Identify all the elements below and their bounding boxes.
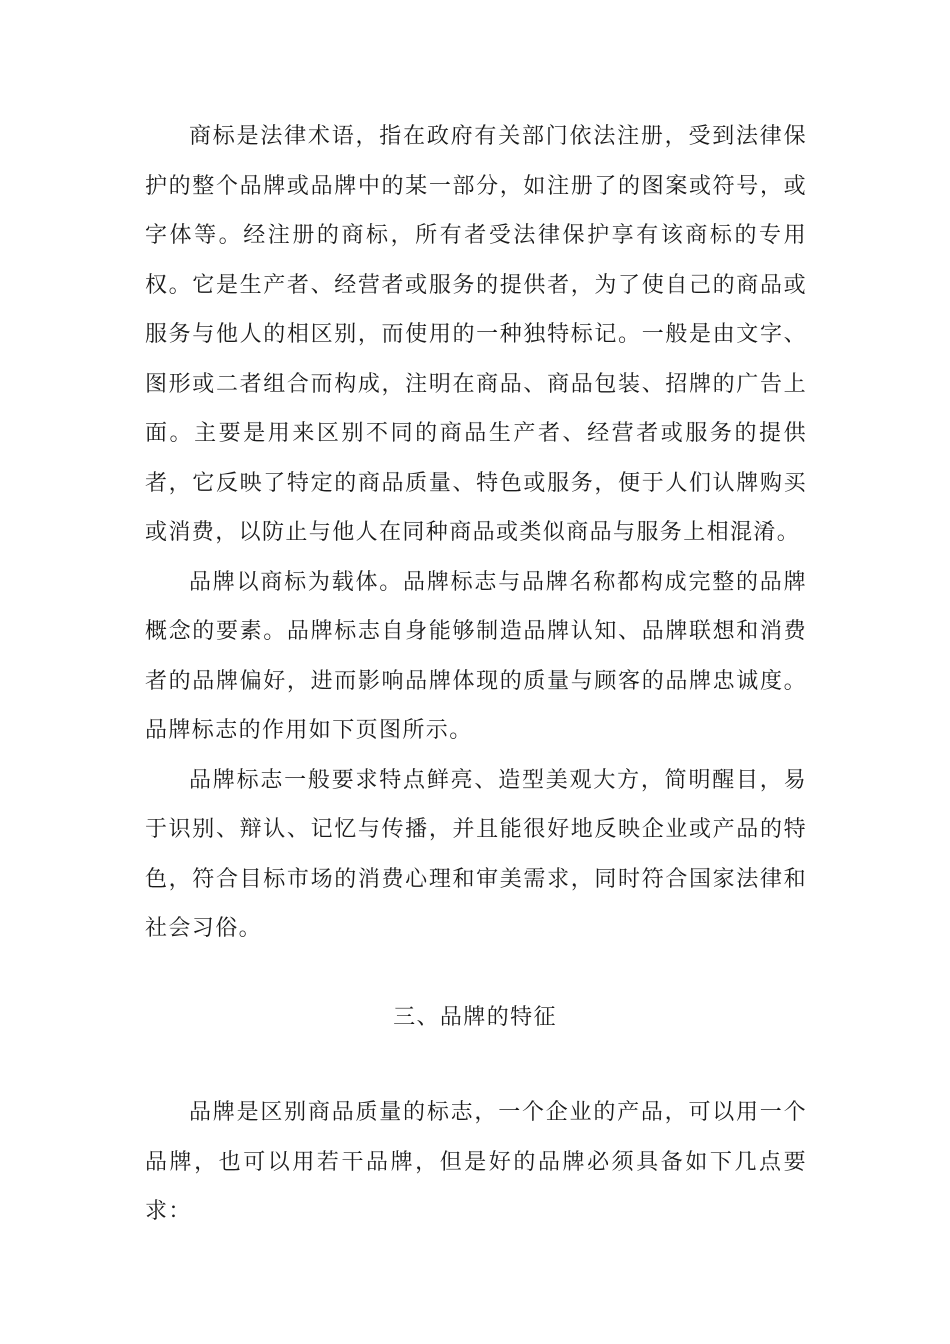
body-text	[145, 112, 807, 954]
paragraph-trademark-definition: 商标是法律术语，指在政府有关部门依法注册，受到法律保护的整个品牌或品牌中的某一部分，如注册了的图案或符号，或字体等。经注册的商标，所有者受法律保护享有该商标的专用权。它是生产者、经营者或服务的提供者，为了使自己的商品或服务与他人的相区别，而使用的一种独特标记。一般是由文字、图形或二者组合而构成，注明在商品、商品包装、招牌的广告上面。主要是用来区别不同的商品生产者、经营者或服务的提供者，它反映了特定的商品质量、特色或服务，便于人们认牌购买或消费，以防止与他人在同种商品或类似商品与服务上相混淆。	[145, 124, 807, 545]
paragraph-brand-logo-requirements: 品牌标志一般要求特点鲜亮、造型美观大方，简明醒目，易于识别、辩认、记忆与传播，并且能很好地反映企业或产品的特色，符合目标市场的消费心理和审美需求，同时符合国家法律和社会习俗。	[145, 767, 807, 941]
section-heading: 三、品牌的特征	[393, 1005, 557, 1030]
paragraph-brand-carrier: 品牌以商标为载体。品牌标志与品牌名称都构成完整的品牌概念的要素。品牌标志自身能够制造品牌认知、品牌联想和消费者的品牌偏好，进而影响品牌体现的质量与顾客的品牌忠诚度。品牌标志的作用如下页图所示。	[145, 569, 807, 743]
paragraph-brand-characteristics: 品牌是区别商品质量的标志，一个企业的产品，可以用一个品牌，也可以用若干品牌，但是好的品牌必须具备如下几点要求：	[145, 1100, 807, 1224]
section-body-text	[145, 1088, 807, 1237]
